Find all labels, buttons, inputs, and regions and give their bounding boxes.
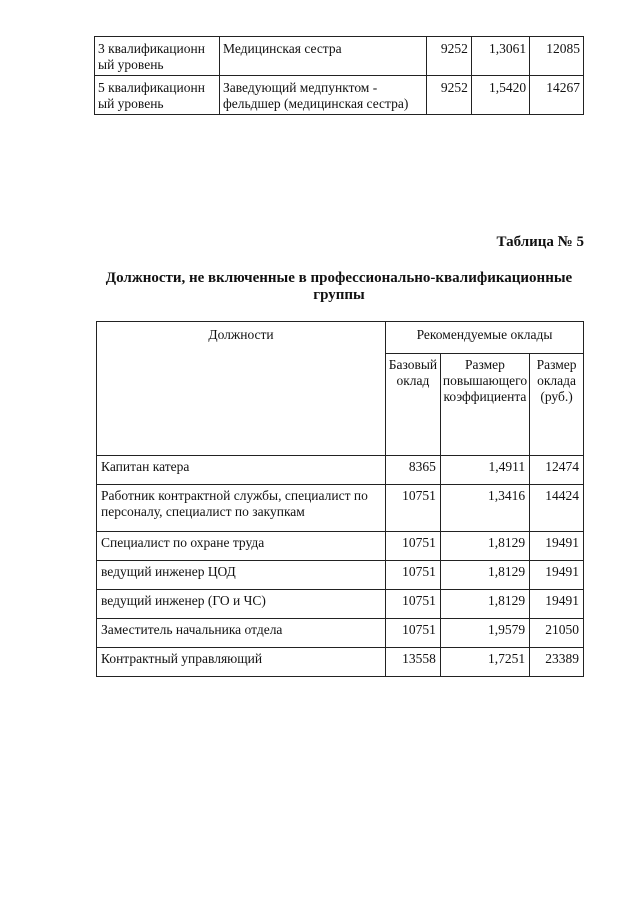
salary-cell: 12474 bbox=[530, 456, 584, 485]
table-row bbox=[97, 619, 584, 648]
table-number: Таблица № 5 bbox=[496, 234, 584, 250]
position-cell: Медицинская сестра bbox=[220, 37, 427, 76]
level-cell: 3 квалификационн ый уровень bbox=[95, 37, 220, 76]
position-cell: Работник контрактной службы, специалист по персоналу, специалист по закупкам bbox=[97, 485, 386, 532]
base-salary-cell: 9252 bbox=[427, 37, 472, 76]
header-coefficient: Размер повышающего коэффициента bbox=[440, 354, 529, 456]
salary-cell: 19491 bbox=[530, 532, 584, 561]
table-row bbox=[97, 485, 584, 532]
position-cell: Специалист по охране труда bbox=[97, 532, 386, 561]
base-salary-cell: 10751 bbox=[386, 590, 441, 619]
table-row bbox=[97, 648, 584, 677]
base-salary-cell: 9252 bbox=[427, 76, 472, 115]
position-cell: ведущий инженер ЦОД bbox=[97, 561, 386, 590]
position-cell: Заместитель начальника отдела bbox=[97, 619, 386, 648]
positions-table bbox=[96, 321, 584, 677]
table-caption: Должности, не включенные в профессионально-квалификационные группы bbox=[105, 270, 573, 303]
base-salary-cell: 10751 bbox=[386, 485, 441, 532]
coefficient-cell: 1,8129 bbox=[440, 532, 529, 561]
table-row bbox=[97, 532, 584, 561]
coefficient-cell: 1,8129 bbox=[440, 590, 529, 619]
table-row bbox=[95, 76, 584, 115]
table-row bbox=[97, 590, 584, 619]
base-salary-cell: 10751 bbox=[386, 561, 441, 590]
header-recommended: Рекомендуемые оклады bbox=[386, 322, 584, 354]
header-salary: Размер оклада (руб.) bbox=[530, 354, 584, 456]
position-cell: Контрактный управляющий bbox=[97, 648, 386, 677]
level-cell: 5 квалификационн ый уровень bbox=[95, 76, 220, 115]
coefficient-cell: 1,3416 bbox=[440, 485, 529, 532]
header-row bbox=[97, 322, 584, 354]
header-position: Должности bbox=[97, 322, 386, 456]
base-salary-cell: 8365 bbox=[386, 456, 441, 485]
coefficient-cell: 1,5420 bbox=[471, 76, 529, 115]
base-salary-cell: 13558 bbox=[386, 648, 441, 677]
salary-cell: 14424 bbox=[530, 485, 584, 532]
salary-cell: 12085 bbox=[530, 37, 584, 76]
qualification-table bbox=[94, 36, 584, 115]
base-salary-cell: 10751 bbox=[386, 532, 441, 561]
table-row bbox=[97, 456, 584, 485]
salary-cell: 23389 bbox=[530, 648, 584, 677]
table-row bbox=[95, 37, 584, 76]
position-cell: Капитан катера bbox=[97, 456, 386, 485]
salary-cell: 19491 bbox=[530, 590, 584, 619]
base-salary-cell: 10751 bbox=[386, 619, 441, 648]
coefficient-cell: 1,4911 bbox=[440, 456, 529, 485]
coefficient-cell: 1,9579 bbox=[440, 619, 529, 648]
salary-cell: 14267 bbox=[530, 76, 584, 115]
coefficient-cell: 1,8129 bbox=[440, 561, 529, 590]
header-base: Базовый оклад bbox=[386, 354, 441, 456]
table-row bbox=[97, 561, 584, 590]
coefficient-cell: 1,7251 bbox=[440, 648, 529, 677]
position-cell: Заведующий медпунктом - фельдшер (медицинская сестра) bbox=[220, 76, 427, 115]
coefficient-cell: 1,3061 bbox=[471, 37, 529, 76]
position-cell: ведущий инженер (ГО и ЧС) bbox=[97, 590, 386, 619]
salary-cell: 19491 bbox=[530, 561, 584, 590]
salary-cell: 21050 bbox=[530, 619, 584, 648]
